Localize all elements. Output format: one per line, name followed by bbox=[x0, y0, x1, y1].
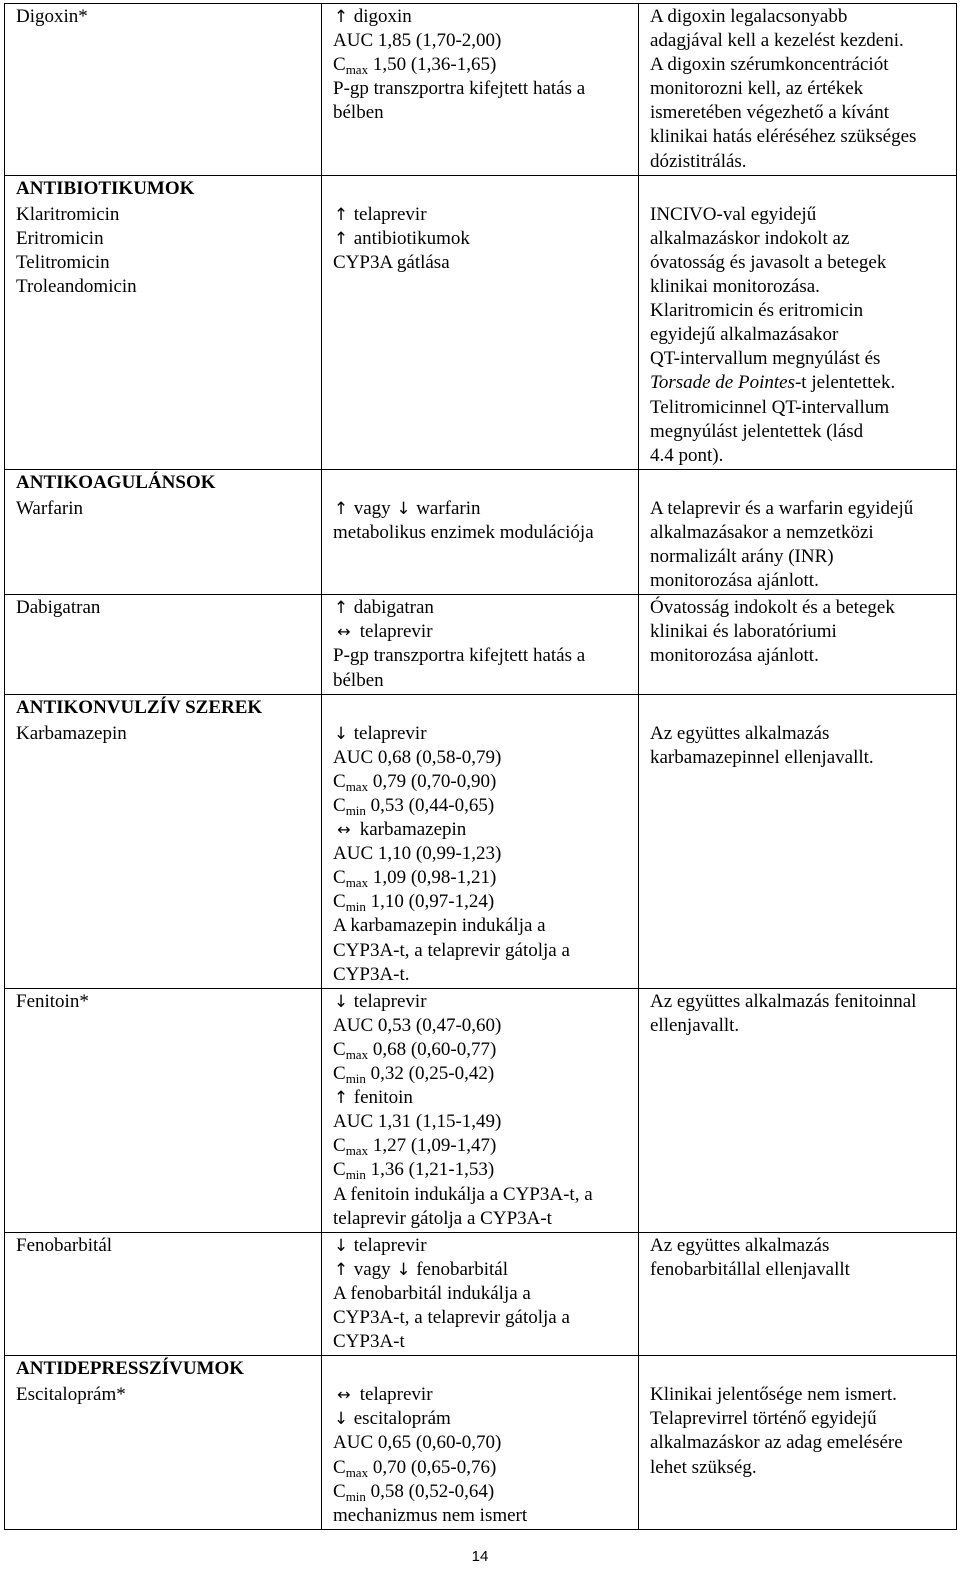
empty-cell bbox=[322, 469, 639, 496]
effect-line bbox=[333, 1110, 632, 1134]
recommendation-line bbox=[650, 125, 950, 149]
value-symbol: C bbox=[333, 1063, 346, 1085]
effect-line bbox=[333, 1383, 632, 1407]
recommendation-text: ismeretében végezhető a kívánt bbox=[650, 102, 889, 124]
effect-text: vagy bbox=[353, 1258, 396, 1280]
drug-name: Escitaloprám* bbox=[16, 1384, 126, 1406]
effect-line bbox=[333, 77, 632, 101]
recommendation-cell bbox=[639, 496, 957, 595]
recommendation-line bbox=[650, 521, 950, 545]
recommendation-text: A digoxin szérumkoncentrációt bbox=[650, 54, 889, 76]
effect-cell bbox=[322, 1382, 639, 1529]
arrow-up-icon: ↑ bbox=[333, 1259, 349, 1280]
empty-cell bbox=[639, 1356, 957, 1383]
recommendation-line bbox=[650, 990, 950, 1014]
recommendation-line bbox=[650, 620, 950, 644]
arrow-down-icon: ↓ bbox=[333, 1235, 349, 1256]
value-subscript: max bbox=[345, 875, 369, 891]
empty-cell bbox=[639, 694, 957, 721]
drug-cell bbox=[5, 496, 322, 595]
effect-text: CYP3A-t, a telaprevir gátolja a bbox=[333, 939, 570, 961]
drug-cell bbox=[5, 988, 322, 1232]
value-symbol: C bbox=[333, 891, 346, 913]
effect-text: telaprevir bbox=[359, 1384, 433, 1406]
recommendation-text: QT-intervallum megnyúlást és bbox=[650, 348, 881, 370]
drug-cell bbox=[5, 202, 322, 470]
effect-text: CYP3A-t, a telaprevir gátolja a bbox=[333, 1306, 570, 1328]
effect-cell bbox=[322, 202, 639, 470]
value-subscript: min bbox=[345, 803, 366, 818]
value-subscript: max bbox=[345, 62, 369, 78]
effect-cell bbox=[322, 988, 639, 1232]
recommendation-text: 4.4 pont). bbox=[650, 444, 724, 466]
effect-line bbox=[333, 521, 632, 545]
drug-cell bbox=[5, 595, 322, 694]
effect-text: telaprevir bbox=[353, 203, 427, 225]
recommendation-text: alkalmazáskor indokolt az bbox=[650, 227, 850, 249]
drug-name: Fenitoin* bbox=[16, 990, 89, 1012]
arrow-up-icon: ↑ bbox=[333, 498, 349, 519]
arrow-up-icon: ↑ bbox=[333, 598, 349, 619]
recommendation-line bbox=[650, 1456, 950, 1480]
value-subscript: min bbox=[345, 1167, 366, 1183]
effect-line bbox=[333, 914, 632, 938]
interaction-table-body bbox=[5, 4, 957, 1530]
recommendation-text: Az együttes alkalmazás fenitoinnal bbox=[650, 990, 917, 1012]
effect-text: warfarin bbox=[416, 497, 481, 519]
recommendation-text: Az együttes alkalmazás bbox=[650, 1234, 830, 1256]
recommendation-line bbox=[650, 644, 950, 668]
recommendation-cell bbox=[639, 1232, 957, 1355]
effect-line bbox=[333, 101, 632, 125]
interaction-table bbox=[4, 3, 957, 1530]
recommendation-line bbox=[650, 101, 950, 125]
effect-text: 1,36 (1,21-1,53) bbox=[365, 1159, 495, 1181]
effect-line bbox=[333, 770, 632, 794]
recommendation-line bbox=[650, 77, 950, 101]
effect-line bbox=[333, 990, 632, 1014]
effect-text: P-gp transzportra kifejtett hatás a bbox=[333, 78, 586, 100]
effect-line bbox=[333, 1431, 632, 1455]
recommendation-text: megnyúlást jelentettek (lásd bbox=[650, 420, 864, 442]
effect-cell bbox=[322, 595, 639, 694]
value-symbol: C bbox=[333, 54, 346, 76]
effect-text: escitaloprám bbox=[353, 1408, 451, 1430]
value-symbol: C bbox=[333, 867, 346, 889]
effect-line bbox=[333, 1014, 632, 1038]
category-header: ANTIKOAGULÁNSOK bbox=[5, 469, 322, 496]
effect-text: telaprevir bbox=[353, 722, 427, 744]
empty-cell bbox=[322, 175, 639, 202]
recommendation-text: Telitromicinnel QT-intervallum bbox=[650, 396, 890, 418]
value-subscript: min bbox=[345, 1488, 366, 1504]
effect-line bbox=[333, 818, 632, 842]
drug-cell bbox=[5, 1232, 322, 1355]
value-symbol: C bbox=[333, 1159, 346, 1181]
recommendation-cell bbox=[639, 988, 957, 1232]
recommendation-text: monitorozása ajánlott. bbox=[650, 570, 819, 592]
effect-text: telaprevir bbox=[353, 1234, 427, 1256]
interaction-row bbox=[5, 595, 957, 694]
effect-cell bbox=[322, 721, 639, 989]
recommendation-text: Klinikai jelentősége nem ismert. bbox=[650, 1384, 897, 1406]
recommendation-cell bbox=[639, 595, 957, 694]
value-symbol: C bbox=[333, 770, 346, 792]
recommendation-line bbox=[650, 251, 950, 275]
arrow-down-icon: ↓ bbox=[396, 1259, 411, 1280]
effect-text: A fenobarbitál indukálja a bbox=[333, 1282, 531, 1304]
effect-line bbox=[333, 842, 632, 866]
effect-cell bbox=[322, 1232, 639, 1355]
italic-term: Torsade de Pointes bbox=[650, 372, 795, 394]
effect-cell bbox=[322, 496, 639, 595]
drug-cell bbox=[5, 721, 322, 989]
recommendation-line bbox=[650, 150, 950, 174]
effect-line bbox=[333, 1134, 632, 1158]
effect-line bbox=[333, 890, 632, 914]
recommendation-line bbox=[650, 596, 950, 620]
recommendation-text: normalizált arány (INR) bbox=[650, 546, 834, 568]
drug-cell bbox=[5, 1382, 322, 1529]
category-header-row bbox=[5, 1356, 957, 1383]
recommendation-line bbox=[650, 5, 950, 29]
effect-text: 0,70 (0,65-0,76) bbox=[368, 1456, 497, 1478]
effect-text: 0,68 (0,60-0,77) bbox=[368, 1038, 497, 1060]
effect-text: P-gp transzportra kifejtett hatás a bbox=[333, 645, 586, 667]
effect-line bbox=[333, 53, 632, 77]
category-header: ANTIBIOTIKUMOK bbox=[5, 175, 322, 202]
recommendation-line bbox=[650, 203, 950, 227]
value-symbol: C bbox=[333, 1038, 346, 1060]
drug-name: Fenobarbitál bbox=[16, 1234, 113, 1256]
arrow-left-right-icon: ↔ bbox=[337, 1385, 351, 1405]
recommendation-text: alkalmazásakor a nemzetközi bbox=[650, 521, 874, 543]
effect-text: 0,32 (0,25-0,42) bbox=[365, 1063, 495, 1085]
arrow-down-icon: ↓ bbox=[333, 723, 349, 744]
effect-text: metabolikus enzimek modulációja bbox=[333, 521, 594, 543]
interaction-row bbox=[5, 202, 957, 470]
drug-name: Telitromicin bbox=[16, 251, 110, 273]
recommendation-text: monitorozni kell, az értékek bbox=[650, 78, 864, 100]
recommendation-line bbox=[650, 1431, 950, 1455]
recommendation-cell bbox=[639, 202, 957, 470]
value-subscript: max bbox=[345, 1143, 369, 1159]
value-symbol: C bbox=[333, 1456, 346, 1478]
empty-cell bbox=[639, 469, 957, 496]
effect-text: AUC 0,53 (0,47-0,60) bbox=[333, 1014, 502, 1036]
interaction-row bbox=[5, 721, 957, 989]
effect-text: CYP3A-t. bbox=[333, 963, 410, 985]
recommendation-line bbox=[650, 227, 950, 251]
recommendation-cell bbox=[639, 721, 957, 989]
effect-line bbox=[333, 1330, 632, 1354]
recommendation-line bbox=[650, 275, 950, 299]
effect-text: A fenitoin indukálja a CYP3A-t, a bbox=[333, 1183, 593, 1205]
effect-line bbox=[333, 29, 632, 53]
effect-text: AUC 0,68 (0,58-0,79) bbox=[333, 746, 502, 768]
interaction-row bbox=[5, 496, 957, 595]
effect-text: bélben bbox=[333, 102, 384, 124]
recommendation-text: lehet szükség. bbox=[650, 1456, 757, 1478]
effect-text: dabigatran bbox=[353, 597, 434, 619]
category-header: ANTIDEPRESSZÍVUMOK bbox=[5, 1356, 322, 1383]
recommendation-line bbox=[650, 444, 950, 468]
effect-line bbox=[333, 596, 632, 620]
effect-line bbox=[333, 5, 632, 29]
effect-text: 0,58 (0,52-0,64) bbox=[365, 1480, 495, 1502]
value-subscript: max bbox=[345, 1464, 369, 1480]
recommendation-text: Telaprevirrel történő egyidejű bbox=[650, 1408, 877, 1430]
empty-cell bbox=[639, 175, 957, 202]
category-header-row bbox=[5, 694, 957, 721]
effect-text: AUC 1,31 (1,15-1,49) bbox=[333, 1111, 502, 1133]
effect-text: antibiotikumok bbox=[353, 227, 470, 249]
recommendation-text: fenobarbitállal ellenjavallt bbox=[650, 1258, 850, 1280]
effect-text: telaprevir gátolja a CYP3A-t bbox=[333, 1207, 552, 1229]
effect-text: digoxin bbox=[353, 6, 412, 27]
interaction-row bbox=[5, 1232, 957, 1355]
effect-line bbox=[333, 939, 632, 963]
drug-name: Digoxin* bbox=[16, 6, 88, 27]
recommendation-line bbox=[650, 347, 950, 371]
value-symbol: C bbox=[333, 1480, 346, 1502]
recommendation-line bbox=[650, 1258, 950, 1282]
effect-text: 0,79 (0,70-0,90) bbox=[368, 770, 497, 792]
interaction-row bbox=[5, 4, 957, 176]
recommendation-text: adagjával kell a kezelést kezdeni. bbox=[650, 30, 904, 52]
effect-line bbox=[333, 1504, 632, 1528]
effect-line bbox=[333, 1207, 632, 1231]
value-symbol: C bbox=[333, 1135, 346, 1157]
drug-name: Warfarin bbox=[16, 497, 84, 519]
recommendation-cell bbox=[639, 4, 957, 176]
recommendation-text: A digoxin legalacsonyabb bbox=[650, 6, 848, 27]
recommendation-line bbox=[650, 53, 950, 77]
drug-name: Troleandomicin bbox=[16, 276, 137, 298]
drug-cell bbox=[5, 4, 322, 176]
drug-name: Eritromicin bbox=[16, 227, 104, 249]
effect-text: 1,10 (0,97-1,24) bbox=[365, 891, 495, 913]
recommendation-cell bbox=[639, 1382, 957, 1529]
effect-line bbox=[333, 722, 632, 746]
effect-text: bélben bbox=[333, 669, 384, 691]
effect-line bbox=[333, 620, 632, 644]
effect-line bbox=[333, 497, 632, 521]
interaction-row bbox=[5, 988, 957, 1232]
recommendation-line bbox=[650, 722, 950, 746]
effect-line bbox=[333, 644, 632, 668]
effect-text: AUC 0,65 (0,60-0,70) bbox=[333, 1432, 502, 1454]
arrow-up-icon: ↑ bbox=[333, 228, 349, 249]
recommendation-line bbox=[650, 371, 950, 395]
arrow-left-right-icon: ↔ bbox=[337, 820, 351, 840]
recommendation-line bbox=[650, 1383, 950, 1407]
category-header-row bbox=[5, 175, 957, 202]
effect-text: 1,27 (1,09-1,47) bbox=[368, 1135, 497, 1157]
recommendation-text: Klaritromicin és eritromicin bbox=[650, 300, 864, 322]
interaction-row bbox=[5, 1382, 957, 1529]
value-subscript: max bbox=[345, 1046, 369, 1062]
recommendation-text: klinikai és laboratóriumi bbox=[650, 621, 837, 643]
effect-line bbox=[333, 1258, 632, 1282]
effect-line bbox=[333, 203, 632, 227]
value-subscript: max bbox=[345, 778, 369, 794]
page-number: 14 bbox=[471, 1548, 489, 1565]
recommendation-line bbox=[650, 497, 950, 521]
effect-line bbox=[333, 1062, 632, 1086]
effect-text: mechanizmus nem ismert bbox=[333, 1504, 528, 1526]
effect-text: fenitoin bbox=[353, 1087, 413, 1109]
effect-line bbox=[333, 746, 632, 770]
drug-name: Klaritromicin bbox=[16, 203, 120, 225]
effect-line bbox=[333, 1234, 632, 1258]
effect-text: karbamazepin bbox=[359, 819, 467, 841]
effect-line bbox=[333, 1306, 632, 1330]
effect-text: 1,50 (1,36-1,65) bbox=[368, 54, 497, 76]
effect-text: vagy bbox=[353, 497, 396, 519]
recommendation-line bbox=[650, 420, 950, 444]
effect-line bbox=[333, 669, 632, 693]
effect-line bbox=[333, 1480, 632, 1504]
recommendation-text: monitorozása ajánlott. bbox=[650, 645, 819, 667]
effect-line bbox=[333, 794, 632, 818]
recommendation-line bbox=[650, 396, 950, 420]
effect-line bbox=[333, 963, 632, 987]
effect-line bbox=[333, 227, 632, 251]
recommendation-text: A telaprevir és a warfarin egyidejű bbox=[650, 497, 914, 519]
effect-text: 1,09 (0,98-1,21) bbox=[368, 867, 497, 889]
effect-text: AUC 1,85 (1,70-2,00) bbox=[333, 30, 502, 52]
recommendation-text: dózistitrálás. bbox=[650, 150, 747, 172]
recommendation-text: INCIVO-val egyidejű bbox=[650, 203, 817, 225]
category-header-row bbox=[5, 469, 957, 496]
recommendation-line bbox=[650, 1407, 950, 1431]
empty-cell bbox=[322, 694, 639, 721]
recommendation-line bbox=[650, 569, 950, 593]
recommendation-text: Az együttes alkalmazás bbox=[650, 722, 830, 744]
arrow-down-icon: ↓ bbox=[396, 498, 411, 519]
effect-text: telaprevir bbox=[359, 621, 433, 643]
effect-text: A karbamazepin indukálja a bbox=[333, 915, 546, 937]
arrow-up-icon: ↑ bbox=[333, 7, 349, 27]
recommendation-line bbox=[650, 545, 950, 569]
recommendation-text: egyidejű alkalmazásakor bbox=[650, 324, 839, 346]
effect-cell bbox=[322, 4, 639, 176]
arrow-up-icon: ↑ bbox=[333, 204, 349, 225]
arrow-up-icon: ↑ bbox=[333, 1088, 349, 1109]
drug-name: Dabigatran bbox=[16, 597, 101, 619]
recommendation-text: Óvatosság indokolt és a betegek bbox=[650, 597, 895, 619]
arrow-down-icon: ↓ bbox=[333, 1409, 349, 1430]
arrow-down-icon: ↓ bbox=[333, 991, 349, 1012]
effect-line bbox=[333, 1158, 632, 1182]
recommendation-line bbox=[650, 323, 950, 347]
arrow-left-right-icon: ↔ bbox=[337, 622, 351, 642]
recommendation-text: alkalmazáskor az adag emelésére bbox=[650, 1432, 903, 1454]
recommendation-text: klinikai monitorozása. bbox=[650, 276, 820, 298]
effect-line bbox=[333, 1183, 632, 1207]
drug-name: Karbamazepin bbox=[16, 722, 127, 744]
recommendation-text: ellenjavallt. bbox=[650, 1014, 740, 1036]
empty-cell bbox=[322, 1356, 639, 1383]
effect-text: CYP3A gátlása bbox=[333, 251, 450, 273]
effect-text: 0,53 (0,44-0,65) bbox=[365, 795, 495, 816]
recommendation-text: -t jelentettek. bbox=[794, 372, 896, 394]
value-symbol: C bbox=[333, 795, 346, 816]
recommendation-line bbox=[650, 299, 950, 323]
recommendation-line bbox=[650, 746, 950, 770]
recommendation-text: óvatosság és javasolt a betegek bbox=[650, 251, 887, 273]
value-subscript: min bbox=[345, 899, 366, 915]
effect-text: AUC 1,10 (0,99-1,23) bbox=[333, 843, 502, 865]
effect-line bbox=[333, 251, 632, 275]
recommendation-line bbox=[650, 29, 950, 53]
effect-line bbox=[333, 866, 632, 890]
effect-line bbox=[333, 1038, 632, 1062]
effect-text: telaprevir bbox=[353, 990, 427, 1012]
effect-text: fenobarbitál bbox=[416, 1258, 508, 1280]
recommendation-text: klinikai hatás eléréséhez szükséges bbox=[650, 126, 917, 148]
effect-line bbox=[333, 1407, 632, 1431]
recommendation-line bbox=[650, 1014, 950, 1038]
effect-line bbox=[333, 1086, 632, 1110]
value-subscript: min bbox=[345, 1071, 366, 1087]
recommendation-line bbox=[650, 1234, 950, 1258]
recommendation-text: karbamazepinnel ellenjavallt. bbox=[650, 746, 874, 768]
effect-line bbox=[333, 1456, 632, 1480]
category-header: ANTIKONVULZÍV SZEREK bbox=[5, 694, 322, 721]
effect-line bbox=[333, 1282, 632, 1306]
effect-text: CYP3A-t bbox=[333, 1331, 405, 1353]
